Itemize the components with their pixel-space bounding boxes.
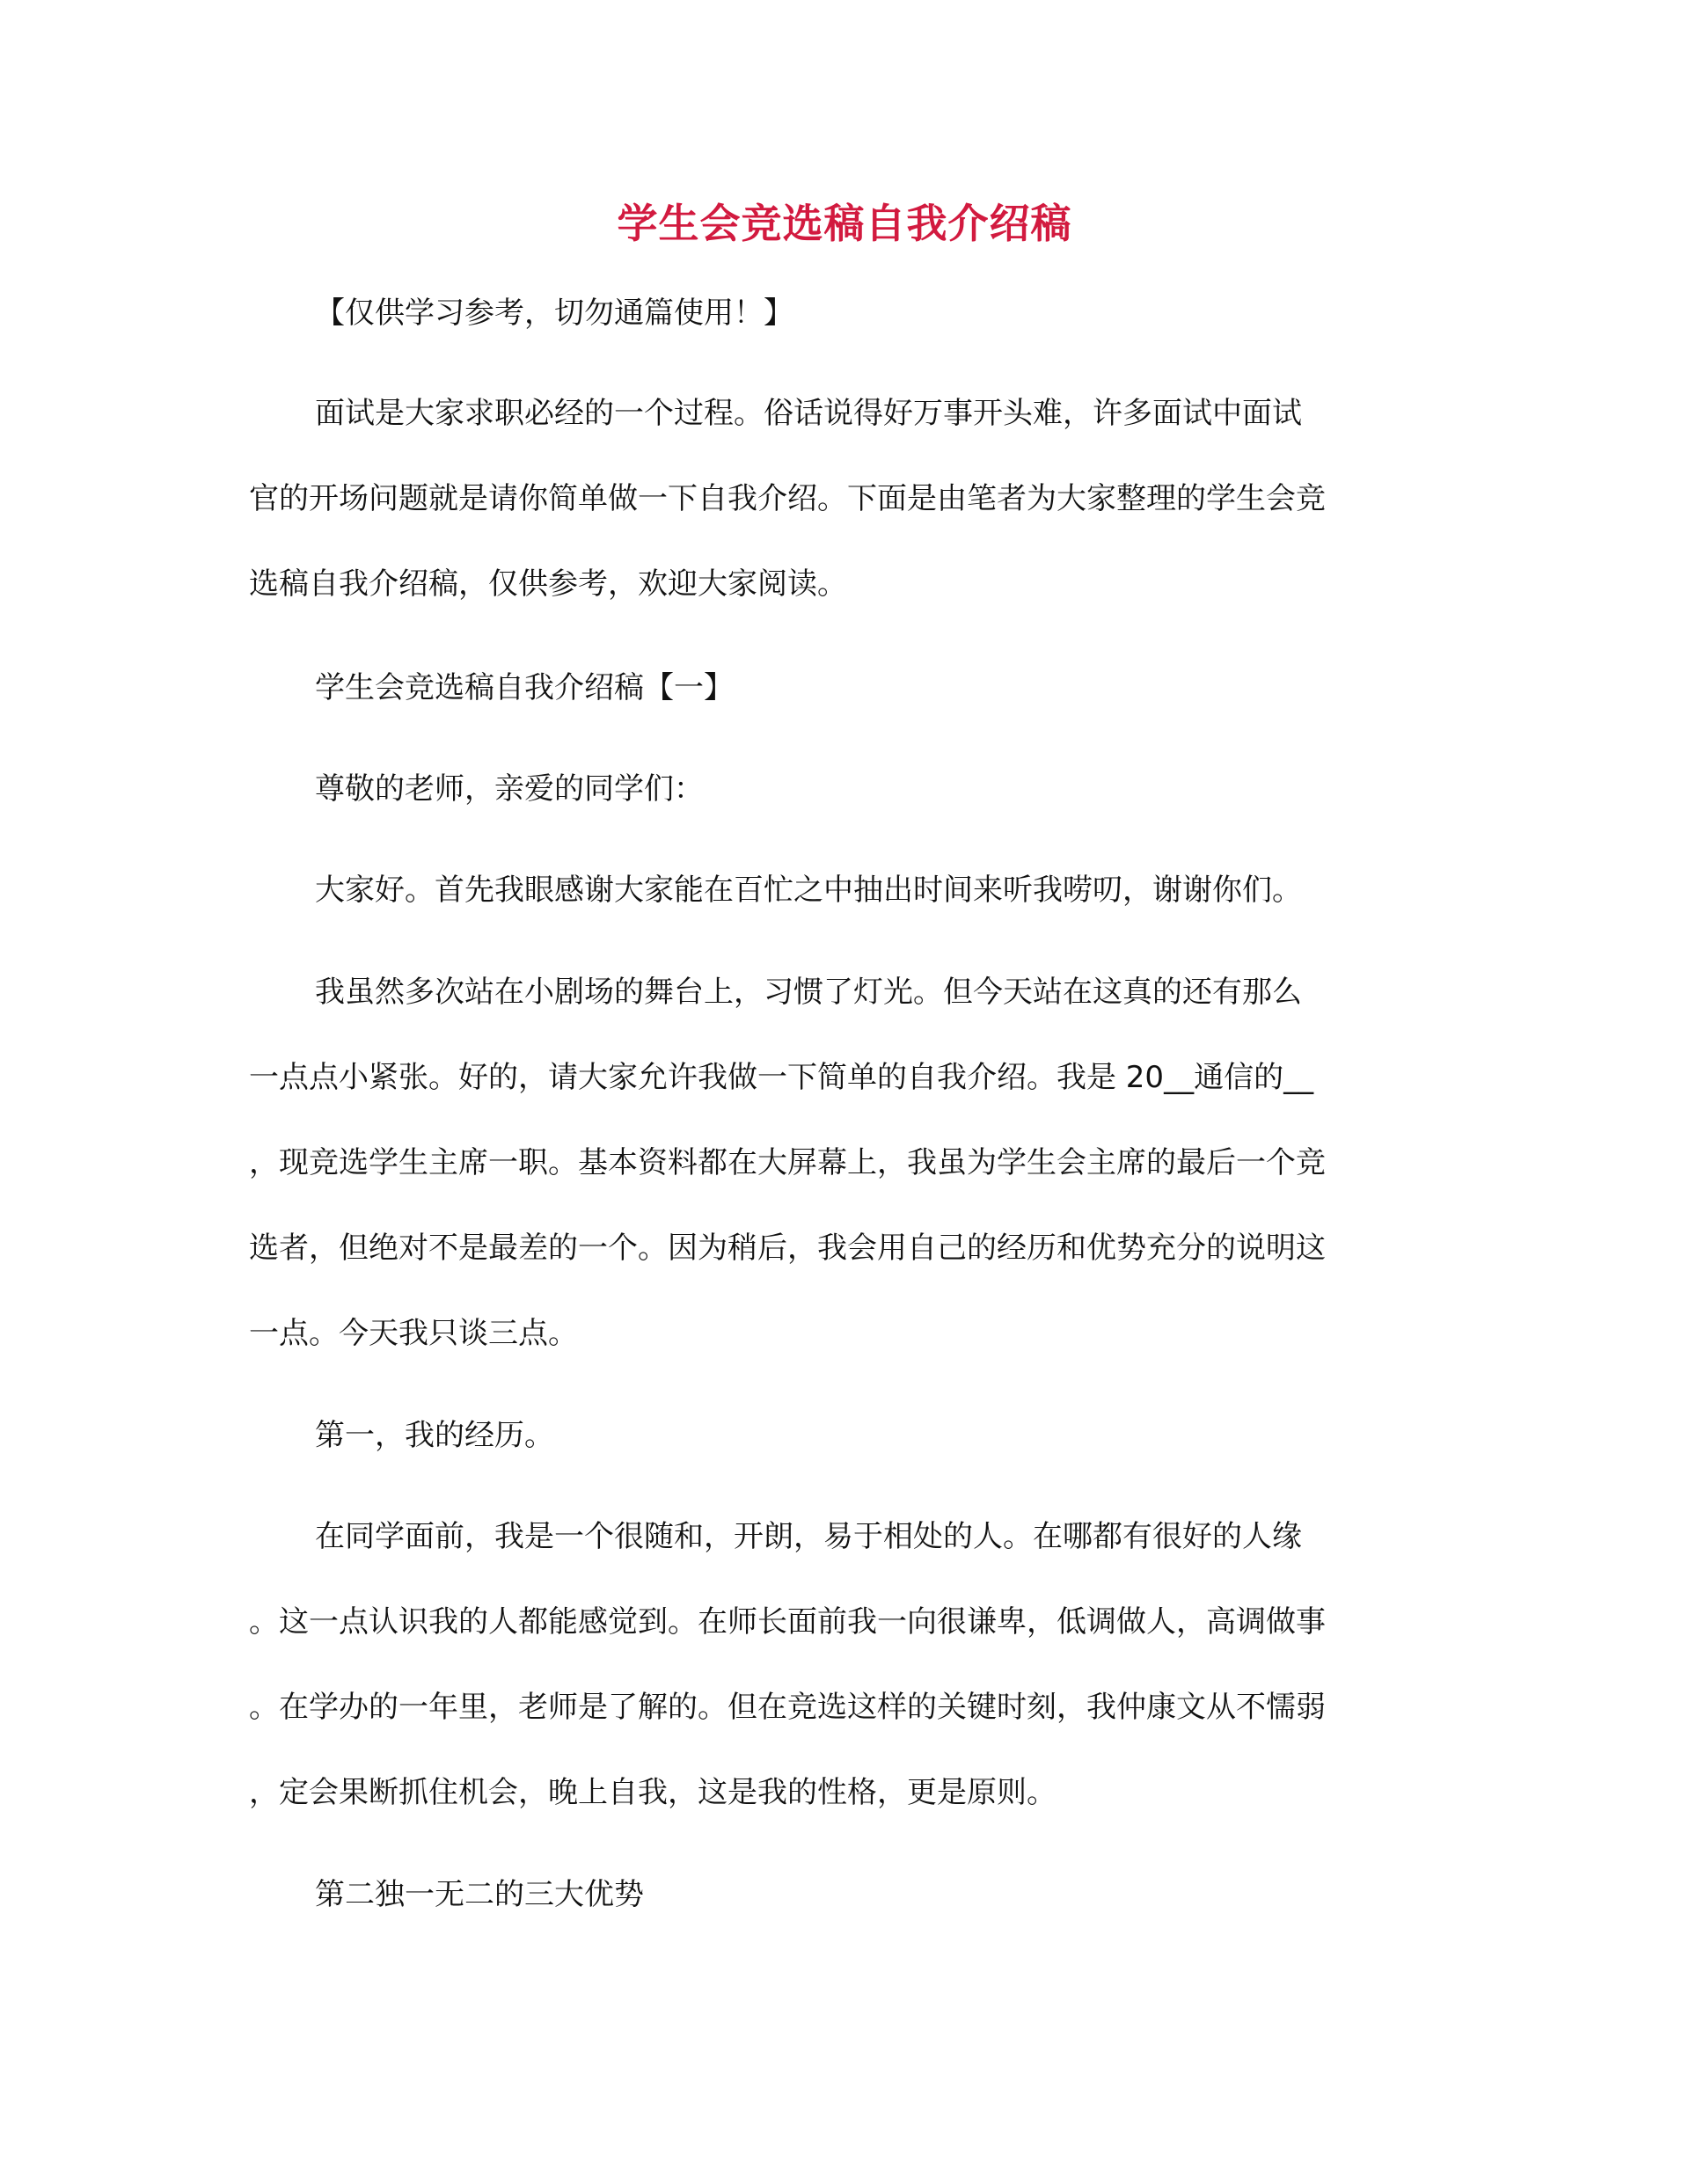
point-one-heading: 第一，我的经历。: [315, 1418, 554, 1453]
body-paragraph-2-line-4: ，定会果断抓住机会，晚上自我，这是我的性格，更是原则。: [249, 1775, 1057, 1810]
body-paragraph-2-line-2: 。这一点认识我的人都能感觉到。在师长面前我一向很谦卑，低调做人，高调做事: [249, 1604, 1326, 1640]
body-paragraph-1-line-4: 选者，但绝对不是最差的一个。因为稍后，我会用自己的经历和优势充分的说明这: [249, 1231, 1326, 1266]
body-paragraph-2-line-1: 在同学面前，我是一个很随和，开朗，易于相处的人。在哪都有很好的人缘: [315, 1519, 1302, 1554]
body-paragraph-1-line-3: ，现竞选学生主席一职。基本资料都在大屏幕上，我虽为学生会主席的最后一个竞: [249, 1145, 1326, 1180]
point-two-heading: 第二独一无二的三大优势: [315, 1877, 644, 1912]
intro-line-3: 选稿自我介绍稿，仅供参考，欢迎大家阅读。: [249, 566, 847, 602]
intro-line-1: 面试是大家求职必经的一个过程。俗话说得好万事开头难，许多面试中面试: [315, 396, 1302, 431]
body-paragraph-1-line-1: 我虽然多次站在小剧场的舞台上，习惯了灯光。但今天站在这真的还有那么: [315, 975, 1302, 1010]
body-paragraph-1-line-2: 一点点小紧张。好的，请大家允许我做一下简单的自我介绍。我是 20__通信的__: [249, 1060, 1314, 1095]
disclaimer-line: 【仅供学习参考，切勿通篇使用！】: [315, 296, 793, 331]
body-paragraph-2-line-3: 。在学办的一年里，老师是了解的。但在竞选这样的关键时刻，我仲康文从不懦弱: [249, 1690, 1326, 1725]
document-title: 学生会竞选稿自我介绍稿: [617, 200, 1072, 247]
salutation-line: 尊敬的老师，亲爱的同学们：: [315, 771, 704, 807]
body-paragraph-1-line-5: 一点。今天我只谈三点。: [249, 1316, 578, 1351]
intro-line-2: 官的开场问题就是请你简单做一下自我介绍。下面是由笔者为大家整理的学生会竞: [249, 481, 1326, 516]
greeting-line: 大家好。首先我眼感谢大家能在百忙之中抽出时间来听我唠叨，谢谢你们。: [315, 873, 1302, 908]
section-heading-1: 学生会竞选稿自我介绍稿【一】: [315, 670, 734, 705]
